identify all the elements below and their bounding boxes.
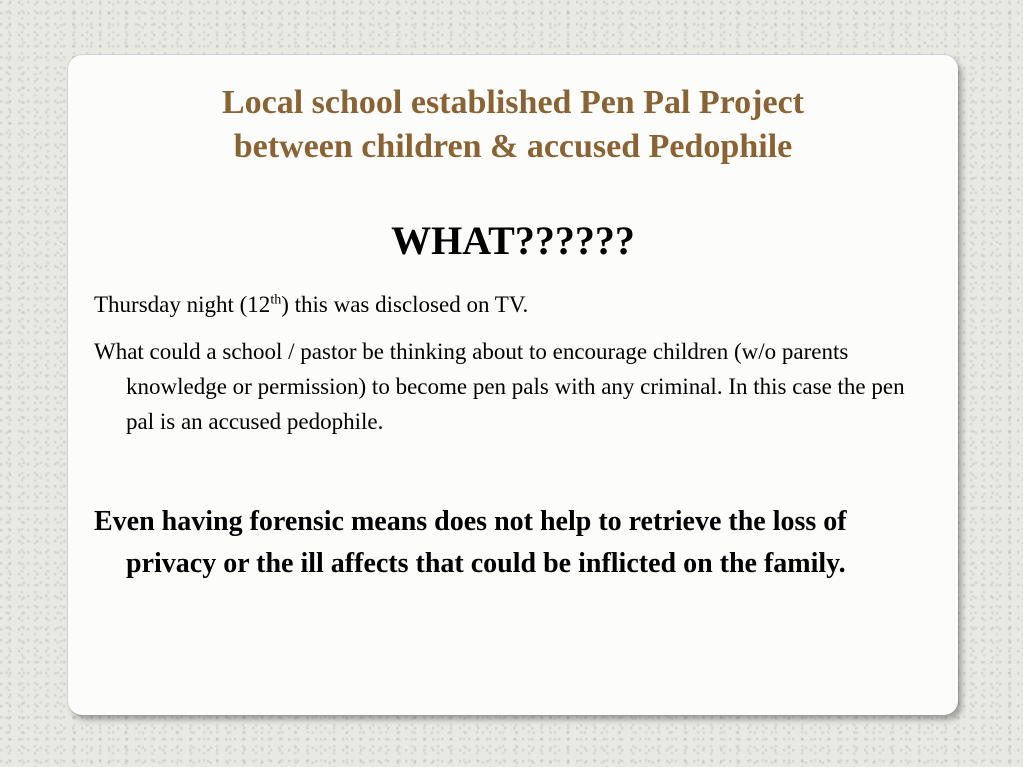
- paragraph-thursday-after: ) this was disclosed on TV.: [281, 292, 529, 317]
- paragraph-thursday: [94, 287, 924, 322]
- slide-body: [94, 287, 924, 597]
- paragraph-thursday-before: Thursday night (12: [94, 292, 271, 317]
- slide-card: [68, 55, 958, 715]
- slide-title-line-2: between children & accused Pedophile: [233, 128, 793, 165]
- paragraph-question: What could a school / pastor be thinking about to encourage children (w/o parents knowledge or permission) to become pen pals with any criminal. In this case the pen pal is an accused pedophile.: [94, 339, 905, 434]
- paragraph-conclusion: Even having forensic means does not help to retrieve the loss of privacy or the ill affects that could be inflicted on the family.: [94, 506, 847, 579]
- ordinal-suffix: th: [270, 292, 282, 308]
- slide-title: [68, 81, 958, 169]
- slide-title-line-1: Local school established Pen Pal Project: [221, 84, 805, 121]
- slide-heading: WHAT??????: [391, 218, 635, 263]
